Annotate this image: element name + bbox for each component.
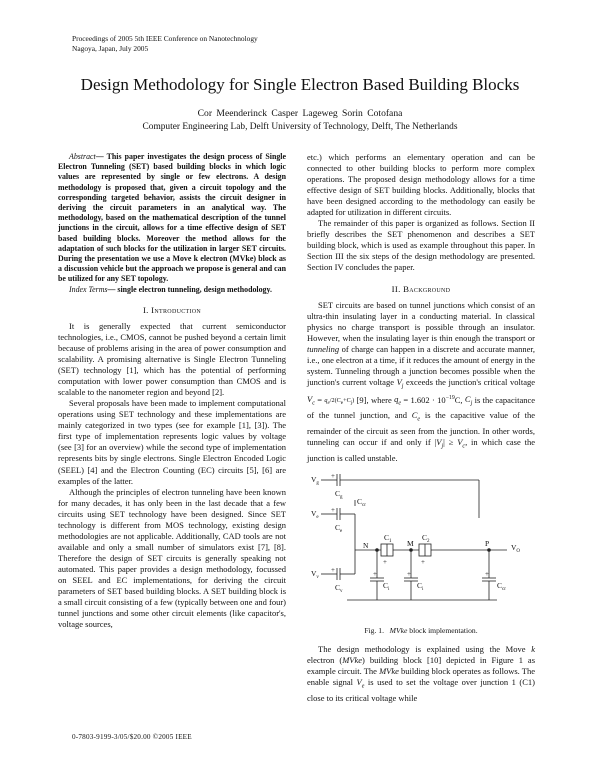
background-paragraph-2: The design methodology is explained using the Move k electron (MVke) building block [10] depicted in Figure 1 as example circuit. The MVke building block operates as follows. The enable signal $V_e$ is used to set the voltage over junction 1 (C1) close to its critical voltage while [307, 643, 536, 703]
label-vg: $V_g$ [311, 474, 319, 486]
section-heading-background: II. Background [391, 283, 451, 294]
abstract-text: — This paper investigates the design process of Single Electron Tunneling (SET) based building blocks in which logic values are represented by single or few electrons. A design methodology is proposed that, given a circuit topology and the corresponding targeted behavior, assists the circuit designer in deriving the circuit parameters in an analytical way. The methodology, based on the mathematical description of the tunnel junctions in the circuit, allows for a time effective design of SET based building blocks. Moreover the method allows for the adaptation of such blocks for the utilization in larger SET circuits. During the presentation we use a Move k electron (MVke) block as a discussion vehicle but the approach we propose is general and can be utilized for any SET topology. [58, 152, 286, 284]
label-ci-2: $C_i$ [417, 580, 424, 592]
copyright-footer: 0-7803-9199-3/05/$20.00 ©2005 IEEE [72, 733, 192, 741]
label-ci-1: $C_i$ [383, 580, 390, 592]
figure-1-caption: Fig. 1. MVke block implementation. [364, 625, 478, 635]
index-terms-label: Index Terms [69, 284, 108, 294]
intro-paragraph-3: Although the principles of electron tunneling have been known for many decades, it has only been in the last decade that a few circuits using SET technology have been designed. Since SET technology is different from MOS technology, existing design methodologies are not applicable. Additionally, CAD tools are not available and only a small number of simulators exist [7], [8]. Therefore the design of SET circuits is generally speaking not automated. This paper provides a design methodology, focussed on SEEL and EC implementations, for deriving the circuit parameters of SET based building blocks. A SET building block is a small circuit consisting of a few (typically between one and four) tunnel junctions and some other circuit elements (like capacitor's, voltage sources, [58, 486, 286, 630]
mvke-circuit-diagram [307, 470, 535, 620]
svg-text:+: + [421, 557, 425, 566]
background-paragraph-1: SET circuits are based on tunnel junctions which consist of an ultra-thin insulating layer in a conducting material. In classical physics no charge transport is possible through an insulator. However, when the insulating layer is thin enough the transport or tunneling of charge can happen in a discrete and accurate manner, i.e., one electron at a time, if it reduces the amount of energy in the system. Tunneling through a junction becomes possible when the junction's current voltage $V_j$ exceeds the junction's critical voltage $V_c = q_e/2(C_e+C_j)$ [9], where $q_e = 1.602 \cdot 10^{-19}C$, $C_j$ is the capacitance of the tunnel junction, and $C_e$ is the capacitive value of the remainder of the circuit as seen from the junction. In other words, tunneling can occur if and only if $|V_j| \ge V_c$, in which case the junction is called unstable. [307, 299, 536, 463]
right-paragraph-2: The remainder of this paper is organized as follows. Section II briefly describes the SET phenomenon and describes a SET building block, which is used as example throughout this paper. In Section III the six steps of the design methodology are presented. Section IV concludes the paper. [307, 218, 535, 273]
svg-text:+: + [383, 557, 387, 566]
svg-text:+: + [331, 505, 335, 514]
paper-affiliation: Computer Engineering Lab, Delft University of Technology, Delft, The Netherlands [142, 122, 458, 132]
left-column [58, 152, 286, 630]
figure-1-circuit [307, 470, 535, 623]
abstract [58, 152, 286, 285]
label-cv: $C_v$ [335, 582, 343, 594]
intro-paragraph-1: It is generally expected that current semiconductor technologies, i.e., CMOS, cannot be pushed beyond a certain limit because of problems arising in the area of power consumption and scalability. A promising alternative is Single Electron Tunneling (SET) technology [1], which has the potential of performing computation with lower power consumption than CMOS and is scalable to the nanometer region and beyond [2]. [58, 320, 286, 398]
intro-paragraph-2: Several proposals have been made to implement computational operations using SET technology and these implementations are mainly categorized in two types (see for example [1], [3]). The first type of implementation represents logic values by voltage (see [3] for an overview) while the second type of implementation represents bits by single electrons. Single Electron Encoded Logic (SEEL) [4] and the Electron Counting (EC) circuits [5], [6] are examples of the latter. [58, 398, 286, 486]
conference-header [72, 34, 258, 54]
conference-location: Nagoya, Japan, July 2005 [72, 43, 149, 53]
label-c1: $C_1$ [384, 532, 392, 544]
section-heading-introduction: I. Introduction [142, 304, 202, 315]
label-vo: $V_O$ [511, 542, 521, 554]
label-c2: $C_2$ [422, 532, 430, 544]
right-column [307, 152, 535, 704]
svg-text:+: + [331, 471, 335, 480]
conference-name: Proceedings of 2005 5th IEEE Conference on Nanotechnology [72, 34, 258, 43]
index-terms-text: — single electron tunneling, design methodology. [107, 284, 272, 294]
svg-text:+: + [373, 569, 377, 578]
label-node-p: P [485, 538, 490, 548]
abstract-label: Abstract [69, 152, 96, 161]
svg-text:+: + [331, 565, 335, 574]
label-vv: $V_v$ [311, 568, 319, 580]
right-paragraph-1: etc.) which performs an elementary operation and can be connected to other building blocks to perform more complex operations. The proposed design methodology allows for a time effective design of SET building blocks. Additionally, blocks that have been designed according to the methodology can easily be adapted for utilization in different circuits. [307, 152, 535, 218]
label-node-m: M [407, 538, 414, 548]
label-ccr-top: $C_{cr}$ [357, 496, 366, 508]
label-ce: $C_e$ [335, 522, 343, 534]
index-terms [58, 285, 286, 295]
svg-text:+: + [407, 569, 411, 578]
paper-authors: Cor Meenderinck Casper Lageweg Sorin Cotofana [197, 108, 403, 119]
label-cg: $C_g$ [335, 488, 343, 500]
svg-text:+: + [485, 569, 489, 578]
label-node-n: N [363, 540, 369, 550]
label-ve: $V_e$ [311, 508, 319, 520]
paper-title: Design Methodology for Single Electron Based Building Blocks [80, 75, 520, 94]
label-ccr: $C_{cr}$ [497, 580, 506, 592]
